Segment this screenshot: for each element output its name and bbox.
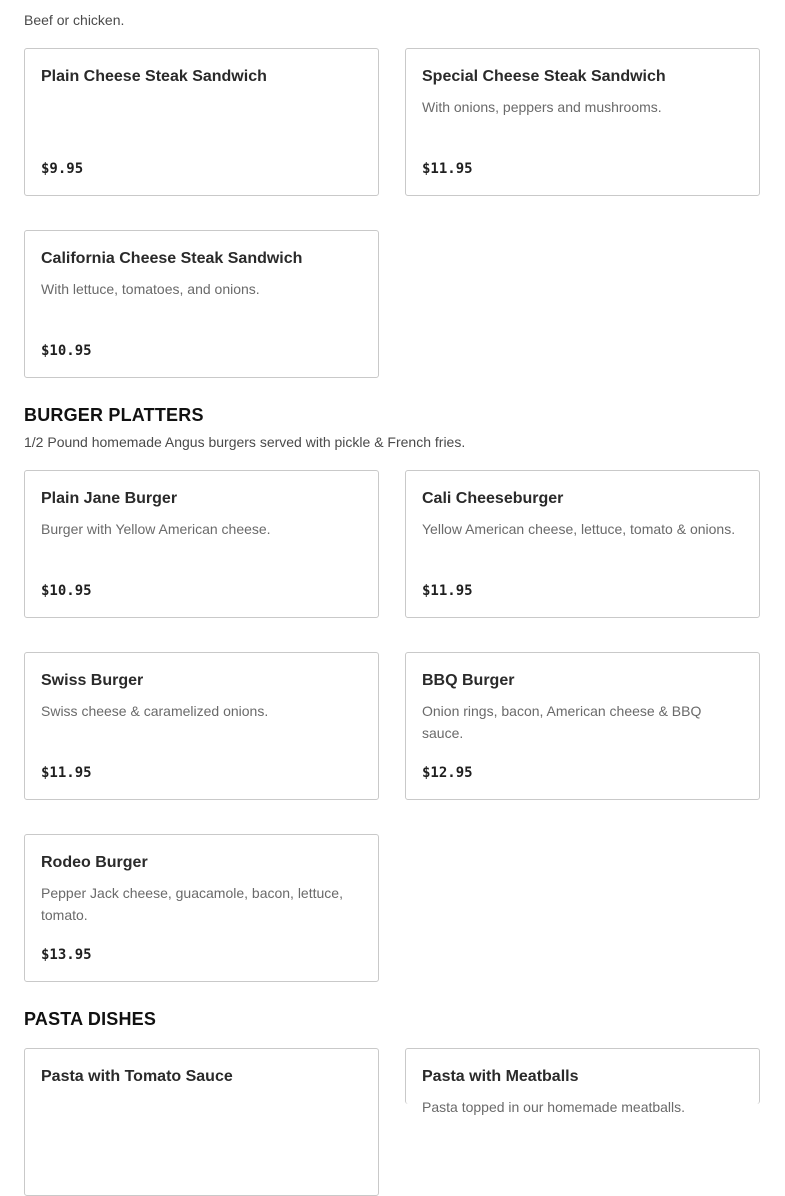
menu-item-description: With lettuce, tomatoes, and onions.	[41, 281, 260, 297]
menu-item-description: Yellow American cheese, lettuce, tomato & onions.	[422, 521, 736, 537]
menu-item-name: Cali Cheeseburger	[422, 490, 564, 507]
menu-item-card[interactable]	[24, 48, 379, 196]
menu-item-price: $10.95	[41, 343, 92, 359]
menu-item-card[interactable]	[24, 834, 379, 982]
section-description-cheesesteaks: Beef or chicken.	[24, 12, 125, 28]
section-title-pasta-dishes: PASTA DISHES	[24, 1009, 157, 1029]
menu-item-name: BBQ Burger	[422, 672, 515, 689]
menu-item-card[interactable]	[405, 1048, 760, 1115]
menu-item-price: $11.95	[422, 161, 473, 177]
menu-item-card[interactable]	[24, 230, 379, 378]
menu-item-name: Pasta with Tomato Sauce	[41, 1068, 233, 1085]
menu-item-description: Pepper Jack cheese, guacamole, bacon, lettuce, tomato.	[41, 885, 343, 923]
menu-item-card[interactable]	[24, 652, 379, 800]
menu-item-description: Swiss cheese & caramelized onions.	[41, 703, 269, 719]
menu-item-card[interactable]	[24, 470, 379, 618]
menu-item-name: Pasta with Meatballs	[422, 1068, 579, 1085]
menu-item-description: Onion rings, bacon, American cheese & BBQ sauce.	[422, 703, 702, 741]
menu-item-name: Plain Jane Burger	[41, 490, 178, 507]
section-description-burgers: 1/2 Pound homemade Angus burgers served with pickle & French fries.	[24, 434, 466, 450]
section-title-burger-platters: BURGER PLATTERS	[24, 405, 204, 425]
menu-item-description: With onions, peppers and mushrooms.	[422, 99, 662, 115]
menu-item-price: $12.95	[422, 765, 473, 781]
menu-item-name: California Cheese Steak Sandwich	[41, 250, 303, 267]
menu-item-price: $9.95	[41, 161, 84, 177]
menu-item-price: $10.95	[41, 583, 92, 599]
menu-item-name: Rodeo Burger	[41, 854, 148, 871]
menu-item-description: Burger with Yellow American cheese.	[41, 521, 271, 537]
menu-item-name: Plain Cheese Steak Sandwich	[41, 68, 267, 85]
menu-item-card[interactable]	[405, 48, 760, 196]
menu-item-description: Pasta topped in our homemade meatballs.	[422, 1099, 686, 1115]
menu-item-price: $13.95	[41, 947, 92, 963]
menu-item-card[interactable]	[405, 470, 760, 618]
menu-item-card[interactable]	[405, 652, 760, 800]
menu-item-price: $11.95	[41, 765, 92, 781]
menu-item-name: Swiss Burger	[41, 672, 144, 689]
menu-item-card[interactable]	[24, 1048, 379, 1196]
menu-item-name: Special Cheese Steak Sandwich	[422, 68, 666, 85]
menu-item-price: $11.95	[422, 583, 473, 599]
